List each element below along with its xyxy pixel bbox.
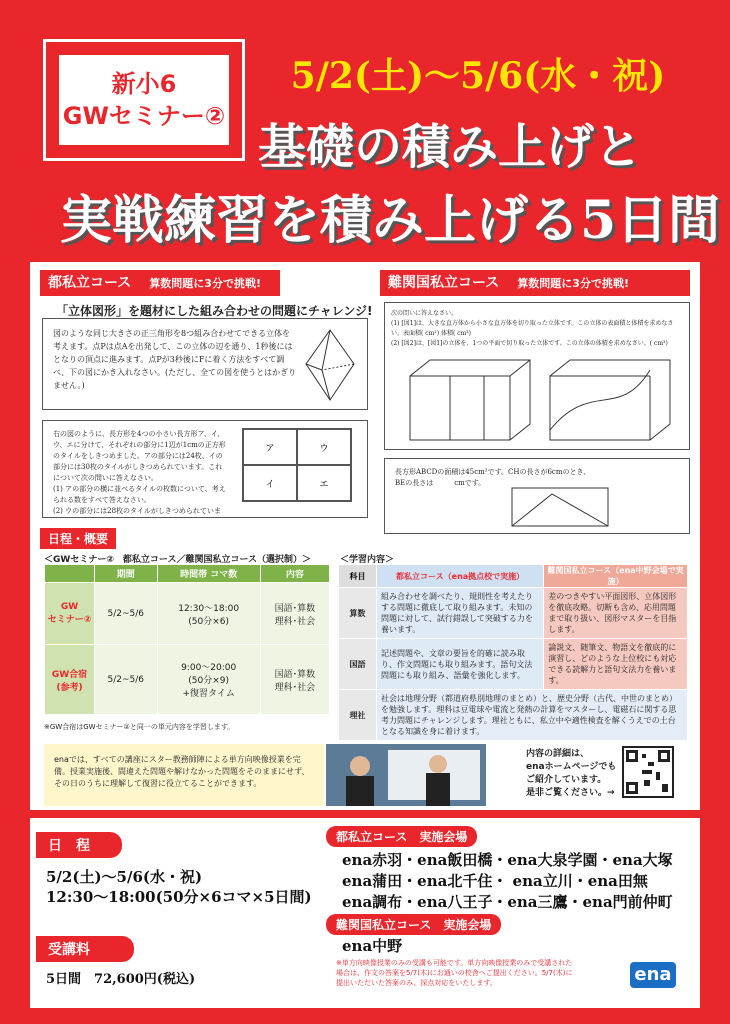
private-problem1-line: 次の問いに答えなさい。 bbox=[391, 310, 458, 317]
public-course-sub: 算数問題に3分で挑戦! bbox=[149, 277, 261, 290]
public-problem2-line: (1) アの部分の横に並べるタイルの枚数について、考えられる数をすべて答えなさい。 bbox=[53, 485, 226, 504]
schedule-header: 期間 bbox=[95, 565, 158, 583]
learning-public: 記述問題や、文章の要旨を的確に読み取り、作文問題にも取り組みます。語句文法問題にも取り組み、語彙を強化します。 bbox=[377, 639, 544, 690]
learning-private: 論説文、随筆文、物語文を徹底的に演習し、どのような上位校にも対応できる読解力と語句文法力を養います。 bbox=[544, 639, 688, 690]
schedule-row-name: GW セミナー② bbox=[45, 583, 95, 645]
info-line: enaホームページでも bbox=[526, 762, 617, 772]
badge-line1: 新小6 bbox=[111, 70, 177, 98]
learning-merged: 社会は地理分野（都道府県別地理のまとめ）と、歴史分野（古代、中世のまとめ）を勉強します。理科は豆電球や電流と発熱の計算をマスターし、電磁石に関する思考力問題にチャレンジします。理社ともに、私立中や適性検査を解くうえでの土台となる知識を身に着けます。 bbox=[377, 690, 688, 741]
schedule-table-title: ＜GWセミナー② 都私立コース／難関国私立コース（選択制）＞ bbox=[44, 555, 312, 565]
qr-code[interactable] bbox=[622, 746, 674, 798]
learning-header: 科目 bbox=[339, 565, 377, 588]
schedule-header: 内容 bbox=[260, 565, 329, 583]
schedule-time: 12:30～18:00 (50分×6) bbox=[157, 583, 260, 645]
ena-logo: ena bbox=[630, 962, 676, 988]
badge-line2: GWセミナー② bbox=[62, 102, 226, 130]
tile-grid bbox=[242, 428, 352, 502]
grid-cell: ア bbox=[243, 429, 297, 465]
schedule-row-name: GW合宿 (参考) bbox=[45, 645, 95, 715]
table-row bbox=[339, 639, 688, 690]
footnote-line: 提出いただいた答案のみ、採点対応をいたします。 bbox=[336, 979, 497, 987]
private-venue: ena中野 bbox=[342, 937, 403, 955]
video-promo: enaでは、すべての講座にスター教務師陣による単方向映像授業を完備。授業実施後、間違えた問題や解けなかった問題をそのままにせず、その日のうちに理解して復習に役立てることができます。 bbox=[44, 744, 324, 806]
learning-subject: 国語 bbox=[339, 639, 377, 690]
headline-line2: 実戦練習を積み上げる5日間 bbox=[60, 190, 721, 251]
schedule-period: 5/2~5/6 bbox=[95, 645, 158, 715]
seminar-dates: 5/2(土)〜5/6(水・祝) bbox=[290, 55, 666, 97]
footnote bbox=[336, 958, 572, 988]
rectangle-figure bbox=[508, 484, 612, 530]
schedule-note: ※GW合宿はGWセミナー②と同一の単元内容を学習します。 bbox=[44, 723, 235, 731]
learning-private: 差のつきやすい平面図形、立体図形を徹底攻略。切断も含め、応用問題まで取り扱い、図形マスターを目指します。 bbox=[544, 588, 688, 639]
private-problem2-line2: BEの長さは cmです。 bbox=[395, 479, 486, 487]
info-line: 内容の詳細は、 bbox=[526, 749, 590, 759]
info-line: ご紹介しています。 bbox=[526, 775, 607, 785]
schedule-period: 5/2~5/6 bbox=[95, 583, 158, 645]
public-venue-label: 都私立コース 実施会場 bbox=[326, 826, 477, 847]
schedule-content: 国語･算数 理科･社会 bbox=[260, 645, 329, 715]
private-problem1-line: (1) [図1]は、大きな直方体から小さな直方体を切り取った立体です。この立体の表面積と体積を求めなさい。表面積( cm²) 体積( cm³) bbox=[391, 320, 674, 337]
table-row bbox=[45, 645, 330, 715]
table-row bbox=[45, 583, 330, 645]
learning-subject: 算数 bbox=[339, 588, 377, 639]
public-course-title: 都私立コース bbox=[48, 275, 132, 291]
table-row bbox=[339, 690, 688, 741]
schedule-header bbox=[45, 565, 95, 583]
grid-cell: イ bbox=[243, 465, 297, 501]
private-problem1-line: (2) [図2]は、[図1]の立体を、1つの平面で切り取った立体です。この立体の体積を求めなさい。( cm³) bbox=[391, 340, 668, 347]
public-venue-list bbox=[342, 850, 673, 913]
private-problem2-line1: 長方形ABCDの面積は45cm²です。CHの長さが6cmのとき、 bbox=[395, 468, 591, 476]
venue-line: ena赤羽・ena飯田橋・ena大泉学園・ena大塚 bbox=[342, 851, 673, 869]
schedule-table bbox=[44, 564, 330, 715]
headline-line1: 基礎の積み上げと bbox=[257, 119, 642, 175]
table-row bbox=[339, 588, 688, 639]
learning-header: 都私立コース（ena拠点校で実施） bbox=[377, 565, 544, 588]
schedule-content: 国語･算数 理科･社会 bbox=[260, 583, 329, 645]
fee-label: 受講料 bbox=[36, 936, 134, 962]
private-course-tag bbox=[380, 270, 690, 296]
public-course-tag bbox=[40, 270, 280, 296]
learning-public: 組み合わせを調べたり、規則性を考えたりする問題に徹底して取り組みます。未知の問題に対して、試行錯誤して突破する力を養います。 bbox=[377, 588, 544, 639]
cuboid-figures bbox=[400, 350, 680, 446]
footnote-line: 場合は、作文の答案を5/7(木)にお通いの校舎へご提出ください。5/7(木)に bbox=[336, 969, 573, 977]
public-problem2-line: 右の図のように、長方形を4つの小さい長方形ア、イ、ウ、エに分けて、それぞれの部分に1辺が1cmの正方形のタイルをしきつめました。アの部分には24枚、イの部分には30枚のタイルがしきつめられています。これについて次の問いに答えなさい。 bbox=[53, 430, 226, 482]
date-line1: 5/2(土)～5/6(水・祝) bbox=[46, 868, 203, 886]
learning-title: ＜学習内容＞ bbox=[340, 555, 395, 565]
grid-cell: エ bbox=[297, 465, 351, 501]
octahedron-figure bbox=[300, 326, 360, 404]
learning-table bbox=[338, 564, 688, 741]
teacher-photo bbox=[326, 744, 486, 806]
fee-text: 5日間 72,600円(税込) bbox=[46, 972, 196, 987]
footnote-line: ※単方向映像授業のみの受講も可能です。単方向映像授業のみで受講された bbox=[336, 959, 573, 967]
info-text bbox=[526, 748, 616, 800]
private-course-title: 難関国私立コース bbox=[388, 275, 500, 291]
private-venue-label: 難関国私立コース 実施会場 bbox=[326, 914, 501, 935]
public-problem2-line: (2) ウの部分には28枚のタイルがしきつめられていま bbox=[53, 507, 221, 515]
public-problem1-text: 図のような同じ大きさの正三角形を8つ組み合わせてできる立体を考えます。点Pは点Aを出発して、この立体の辺を通り、1秒後にはとなりの頂点に進みます。点Pが3秒後にFに着く方法をすべて調べ、下の図にかき入れなさい。(ただし、全ての図を使うとはかぎりません。) bbox=[53, 329, 297, 390]
learning-header: 難関国私立コース（ena中野会場で実施） bbox=[544, 565, 688, 588]
grid-cell: ウ bbox=[297, 429, 351, 465]
private-course-sub: 算数問題に3分で挑戦! bbox=[517, 277, 629, 290]
schedule-time: 9:00～20:00 (50分×9) +復習タイム bbox=[157, 645, 260, 715]
public-course-caption: 「立体図形」を題材にした組み合わせの問題にチャレンジ! bbox=[56, 304, 373, 318]
schedule-header: 時間帯 コマ数 bbox=[157, 565, 260, 583]
info-line[interactable]: 是非ご覧ください。→ bbox=[526, 788, 615, 798]
learning-subject: 理社 bbox=[339, 690, 377, 741]
schedule-label: 日程・概要 bbox=[40, 528, 116, 549]
date-line2: 12:30～18:00(50分×6コマ×5日間) bbox=[46, 888, 312, 906]
date-label: 日 程 bbox=[36, 832, 122, 858]
venue-line: ena蒲田・ena北千住・ ena立川・ena田無 bbox=[342, 872, 648, 890]
venue-line: ena調布・ena八王子・ena三鷹・ena門前仲町 bbox=[342, 893, 673, 911]
